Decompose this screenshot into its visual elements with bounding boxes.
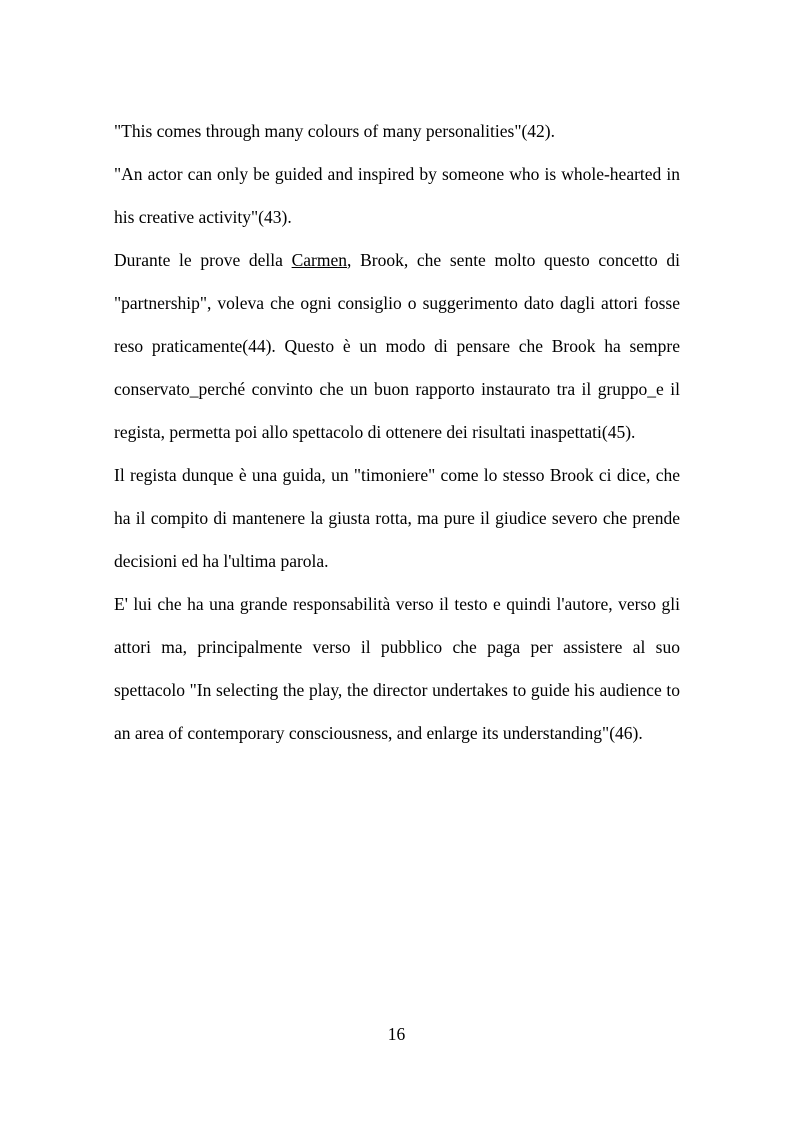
page-number: 16 <box>387 1024 406 1044</box>
underlined-title-carmen: Carmen <box>291 250 348 270</box>
paragraph-quote-actor <box>114 153 680 239</box>
text-segment: Durante le prove della <box>114 250 292 270</box>
text-segment: "This comes through many colours of many personalities"(42). <box>114 121 556 141</box>
text-segment: "An actor can only be guided and inspired by someone who is whole-hearted in his creative activity"(43). <box>114 164 680 227</box>
text-segment: Il regista dunque è una guida, un "timoniere" come lo stesso Brook ci dice, che ha il compito di mantenere la giusta rotta, ma pure il giudice severo che prende decisioni ed ha l'ultima parola. <box>114 465 680 571</box>
paragraph-quote-colours <box>114 110 680 153</box>
text-segment: , Brook, che sente molto questo concetto di "partnership", voleva che ogni consiglio o suggerimento dato dagli attori fosse reso praticamente(44). Questo è un modo di pensare che Brook ha sempre conservato_perché convinto che un buon rapporto instaurato tra il gruppo_e il regista, permetta poi allo spettacolo di ottenere dei risultati inaspettati(45). <box>114 250 680 442</box>
text-segment: E' lui che ha una grande responsabilità verso il testo e quindi l'autore, verso gli attori ma, principalmente verso il pubblico che paga per assistere al suo spettacolo "In selecting the play, the director undertakes to guide his audience to an area of contemporary consciousness, and enlarge its understanding"(46). <box>114 594 680 743</box>
body-text <box>114 110 680 755</box>
paragraph-carmen <box>114 239 680 454</box>
paragraph-regista-guida <box>114 454 680 583</box>
paragraph-responsabilita <box>114 583 680 755</box>
